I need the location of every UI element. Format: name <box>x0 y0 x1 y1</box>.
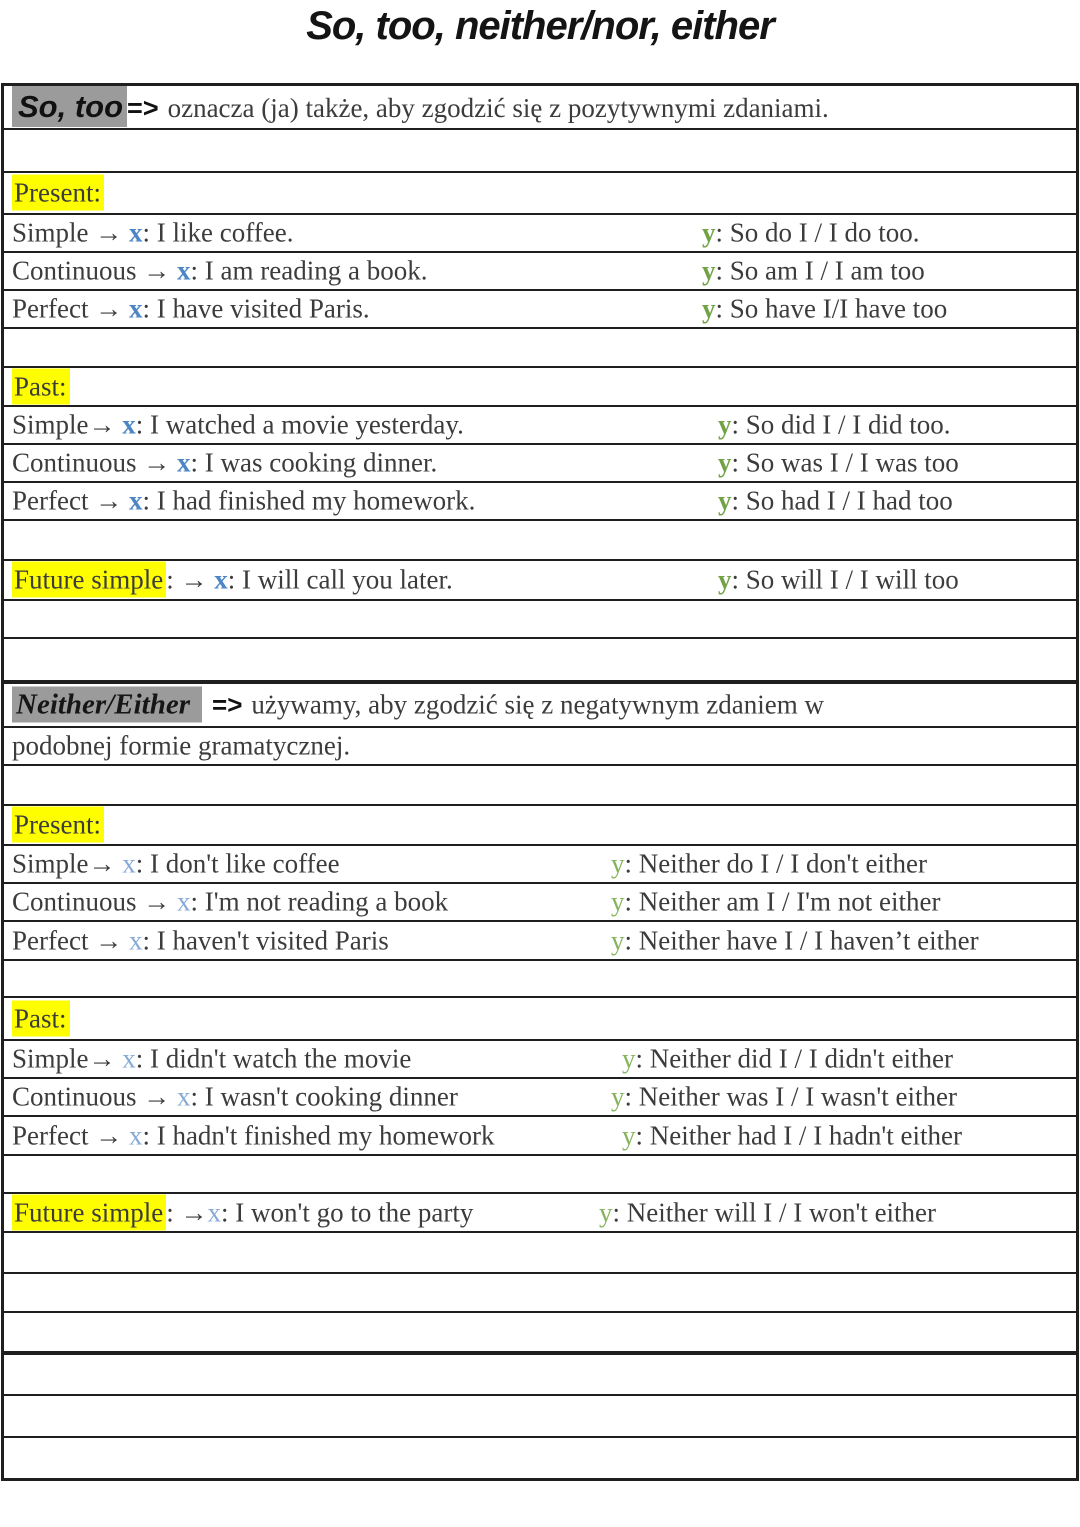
arrow-symbol: => <box>127 93 159 123</box>
x-sentence <box>12 410 464 441</box>
row-so-too-definition <box>4 86 1076 130</box>
x-sentence <box>12 1044 411 1075</box>
x-sentence-text: : I had finished my homework. <box>142 485 476 516</box>
tense-lead: Continuous → <box>12 447 178 478</box>
so-too-definition <box>12 89 829 125</box>
empty-row <box>4 601 1076 639</box>
tense-lead: Perfect → <box>12 1120 129 1150</box>
y-marker: y <box>611 848 625 879</box>
y-marker: y <box>718 564 732 595</box>
tense-lead: : → <box>166 1197 208 1227</box>
y-marker: y <box>622 1120 636 1150</box>
empty-row <box>4 1396 1076 1438</box>
y-marker: y <box>718 485 732 516</box>
heading-cell <box>12 371 70 402</box>
row-ne-present-perfect <box>4 922 1076 961</box>
row-past-heading-2 <box>4 998 1076 1041</box>
x-marker: x <box>128 293 143 324</box>
empty-row <box>4 130 1076 173</box>
y-marker: y <box>718 447 732 478</box>
y-response-text: : So do I / I do too. <box>715 217 920 248</box>
y-response <box>718 448 959 479</box>
neither-either-definition-text-2: podobnej formie gramatycznej. <box>12 730 351 761</box>
tense-heading: Future simple <box>12 562 166 598</box>
x-marker: x <box>122 1043 136 1074</box>
y-response <box>622 1120 962 1151</box>
y-response <box>718 486 953 517</box>
tense-lead: Perfect → <box>12 925 129 955</box>
x-sentence-text: : I watched a movie yesterday. <box>135 409 464 440</box>
y-response-text: : So am I / I am too <box>715 255 925 286</box>
y-marker: y <box>599 1197 613 1227</box>
empty-row <box>4 961 1076 998</box>
x-sentence <box>12 849 340 880</box>
x-sentence <box>12 1082 458 1113</box>
row-so-past-continuous <box>4 445 1076 483</box>
y-response <box>599 1197 936 1228</box>
x-marker: x <box>177 447 191 478</box>
tense-lead: Simple → <box>12 217 130 248</box>
tense-lead: Simple→ <box>12 409 123 440</box>
tense-heading: Future simple <box>12 1194 166 1230</box>
tense-lead: Continuous → <box>12 255 178 286</box>
y-response-text: : Neither had I / I hadn't either <box>635 1120 962 1150</box>
y-response <box>622 1044 953 1075</box>
x-sentence-text: : I haven't visited Paris <box>142 925 389 955</box>
row-neither-either-definition-2 <box>4 728 1076 766</box>
tense-heading: Past: <box>12 1000 70 1036</box>
x-sentence <box>12 887 448 918</box>
y-response-text: : Neither was I / I wasn't either <box>624 1081 958 1112</box>
y-response <box>702 256 925 287</box>
y-response-text: : So have I/I have too <box>715 293 948 324</box>
row-so-past-perfect <box>4 483 1076 521</box>
empty-row <box>4 1355 1076 1396</box>
tense-lead: : → <box>166 564 215 595</box>
page-title: So, too, neither/nor, either <box>306 4 774 48</box>
y-marker: y <box>718 409 732 440</box>
y-response-text: : So was I / I was too <box>731 447 959 478</box>
y-marker: y <box>611 1081 625 1112</box>
x-marker: x <box>129 217 143 248</box>
x-sentence <box>12 294 370 325</box>
empty-row <box>4 1438 1076 1478</box>
empty-row <box>4 1274 1076 1313</box>
grammar-table <box>1 83 1079 1481</box>
x-sentence-text: : I don't like coffee <box>135 848 340 879</box>
y-response <box>611 1082 957 1113</box>
x-sentence-text: : I am reading a book. <box>190 255 428 286</box>
heading-cell <box>12 810 104 841</box>
row-so-present-simple <box>4 215 1076 253</box>
x-sentence-text: : I hadn't finished my homework <box>142 1120 495 1150</box>
y-marker: y <box>702 255 716 286</box>
heading-cell <box>12 1003 70 1034</box>
x-marker: x <box>177 886 191 917</box>
x-marker: x <box>177 255 191 286</box>
x-sentence <box>12 256 427 287</box>
y-response-text: : Neither am I / I'm not either <box>624 886 941 917</box>
x-marker: x <box>207 1197 222 1227</box>
neither-either-label: Neither/Either <box>12 687 202 723</box>
y-marker: y <box>702 293 716 324</box>
row-ne-future-simple <box>4 1194 1076 1233</box>
x-sentence-text: : I won't go to the party <box>221 1197 474 1227</box>
neither-either-definition-text: używamy, aby zgodzić się z negatywnym zdaniem w <box>251 689 824 720</box>
empty-row <box>4 766 1076 806</box>
empty-row <box>4 329 1076 368</box>
arrow-symbol: => <box>212 689 243 720</box>
x-sentence-text: : I will call you later. <box>227 564 453 595</box>
x-sentence <box>12 1120 495 1151</box>
row-ne-present-simple <box>4 846 1076 884</box>
y-response <box>611 849 927 880</box>
tense-lead: Continuous → <box>12 886 178 917</box>
x-marker: x <box>128 1120 143 1150</box>
y-response-text: : So had I / I had too <box>731 485 953 516</box>
x-marker: x <box>128 925 143 955</box>
tense-lead: Simple→ <box>12 848 123 879</box>
heading-cell <box>12 178 104 209</box>
y-response-text: : Neither will I / I won't either <box>612 1197 937 1227</box>
y-response <box>702 218 920 249</box>
row-so-present-continuous <box>4 253 1076 291</box>
row-neither-either-definition <box>4 684 1076 728</box>
x-sentence-text: : I like coffee. <box>142 217 294 248</box>
empty-row <box>4 1156 1076 1194</box>
x-sentence <box>12 925 389 956</box>
x-sentence <box>12 1197 473 1228</box>
y-response-text: : So will I / I will too <box>731 564 959 595</box>
y-response <box>611 925 979 956</box>
y-marker: y <box>702 217 716 248</box>
x-sentence-text: : I'm not reading a book <box>190 886 449 917</box>
tense-lead: Perfect → <box>12 485 129 516</box>
empty-row <box>4 521 1076 561</box>
row-so-past-simple <box>4 407 1076 445</box>
empty-row <box>4 639 1076 684</box>
tense-lead: Continuous → <box>12 1081 178 1112</box>
y-marker: y <box>611 925 625 955</box>
so-too-label: So, too <box>12 86 127 127</box>
neither-either-definition <box>12 689 824 722</box>
y-response-text: : Neither did I / I didn't either <box>635 1043 954 1074</box>
row-ne-past-perfect <box>4 1117 1076 1156</box>
row-past-heading-1 <box>4 368 1076 407</box>
x-sentence <box>12 448 437 479</box>
row-ne-present-continuous <box>4 884 1076 922</box>
y-marker: y <box>622 1043 636 1074</box>
x-sentence-text: : I wasn't cooking dinner <box>190 1081 458 1112</box>
row-ne-past-simple <box>4 1041 1076 1079</box>
y-marker: y <box>611 886 625 917</box>
tense-heading: Present: <box>12 175 104 211</box>
row-ne-past-continuous <box>4 1079 1076 1117</box>
y-response <box>718 565 959 596</box>
row-present-heading-1 <box>4 173 1076 215</box>
y-response <box>718 410 951 441</box>
x-marker: x <box>122 848 136 879</box>
x-marker: x <box>177 1081 191 1112</box>
x-sentence-text: : I have visited Paris. <box>142 293 370 324</box>
row-so-present-perfect <box>4 291 1076 329</box>
y-response-text: : Neither do I / I don't either <box>624 848 928 879</box>
y-response <box>611 887 941 918</box>
x-sentence-text: : I was cooking dinner. <box>190 447 438 478</box>
so-too-definition-text: oznacza (ja) także, aby zgodzić się z pozytywnymi zdaniami. <box>167 93 829 123</box>
y-response-text: : So did I / I did too. <box>731 409 951 440</box>
empty-row <box>4 1233 1076 1274</box>
x-sentence <box>12 218 293 249</box>
x-marker: x <box>122 409 136 440</box>
tense-lead: Simple→ <box>12 1043 123 1074</box>
x-sentence-text: : I didn't watch the movie <box>135 1043 412 1074</box>
x-marker: x <box>214 564 228 595</box>
row-so-future-simple <box>4 561 1076 601</box>
tense-heading: Present: <box>12 807 104 843</box>
empty-row <box>4 1313 1076 1355</box>
tense-lead: Perfect → <box>12 293 129 324</box>
x-sentence <box>12 486 475 517</box>
y-response-text: : Neither have I / I haven’t either <box>624 925 979 955</box>
y-response <box>702 294 947 325</box>
row-present-heading-2 <box>4 806 1076 846</box>
x-sentence <box>12 565 453 596</box>
tense-heading: Past: <box>12 368 70 404</box>
x-marker: x <box>128 485 143 516</box>
